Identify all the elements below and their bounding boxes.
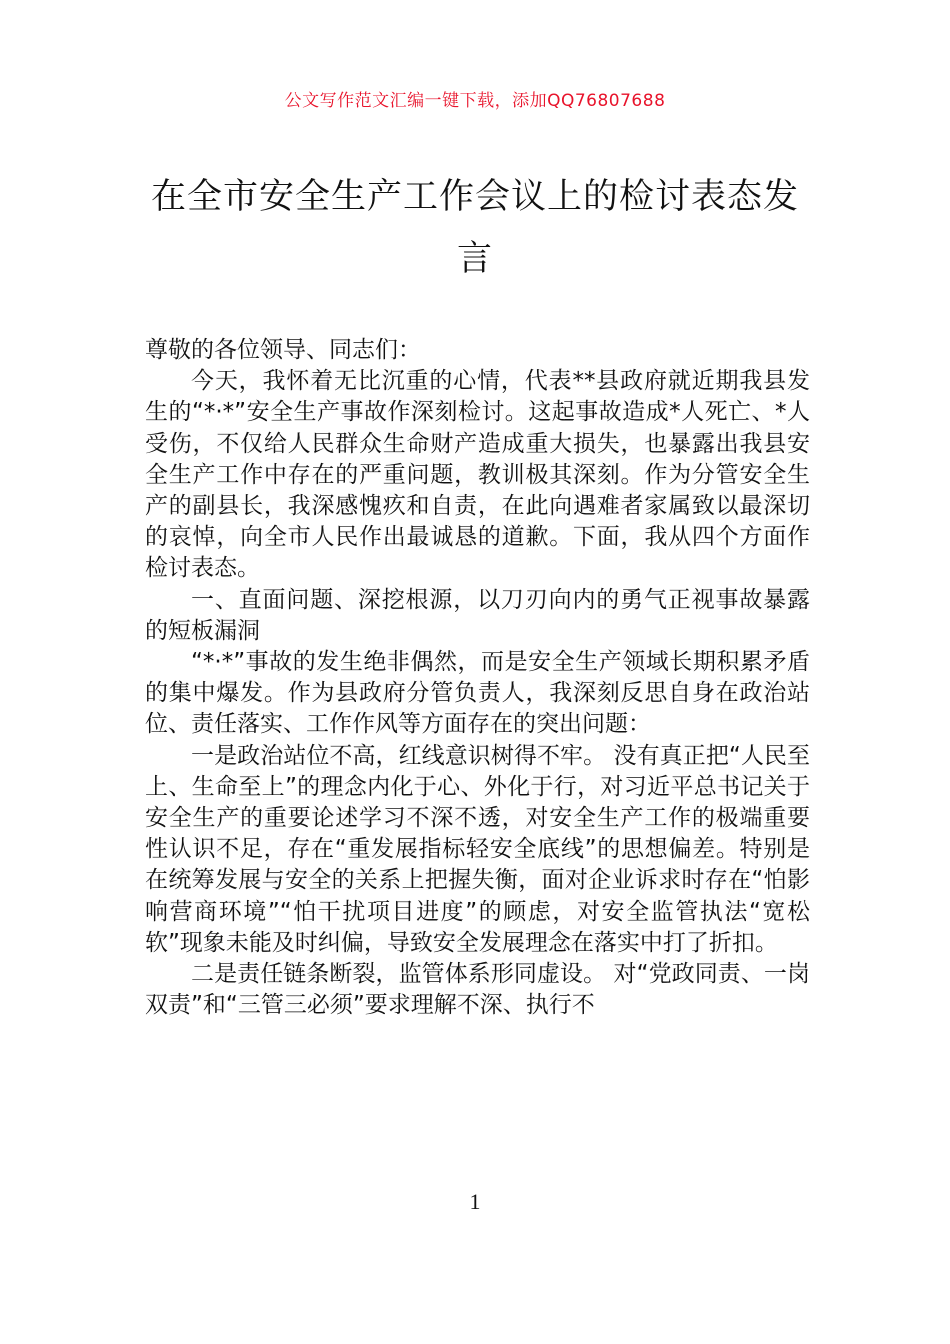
section-heading: 一、直面问题、深挖根源，以刀刃向内的勇气正视事故暴露的短板漏洞 <box>145 586 810 644</box>
document-body <box>145 335 810 1021</box>
paragraph: “*·*”事故的发生绝非偶然，而是安全生产领域长期积累矛盾的集中爆发。作为县政府分管负责人，我深刻反思自身在政治站位、责任落实、工作作风等方面存在的突出问题： <box>145 649 810 738</box>
page-number: 1 <box>469 1189 481 1214</box>
salutation: 尊敬的各位领导、同志们： <box>145 337 421 363</box>
document-title: 在全市安全生产工作会议上的检讨表态发言 <box>150 177 799 279</box>
paragraph: 二是责任链条断裂，监管体系形同虚设。 对“党政同责、一岗双责”和“三管三必须”要求理解不深、执行不 <box>145 961 810 1019</box>
paragraph: 今天，我怀着无比沉重的心情，代表**县政府就近期我县发生的“*·*”安全生产事故作深刻检讨。这起事故造成*人死亡、*人受伤，不仅给人民群众生命财产造成重大损失，也暴露出我县安全生产工作中存在的严重问题，教训极其深刻。作为分管安全生产的副县长，我深感愧疚和自责，在此向遇难者家属致以最深切的哀悼，向全市人民作出最诚恳的道歉。下面，我从四个方面作检讨表态。 <box>145 368 810 582</box>
paragraph: 一是政治站位不高，红线意识树得不牢。 没有真正把“人民至上、生命至上”的理念内化于心、外化于行，对习近平总书记关于安全生产的重要论述学习不深不透，对安全生产工作的极端重要性认识不足，存在“重发展指标轻安全底线”的思想偏差。特别是在统筹发展与安全的关系上把握失衡，面对企业诉求时存在“怕影响营商环境”“怕干扰项目进度”的顾虑，对安全监管执法“宽松软”现象未能及时纠偏，导致安全发展理念在落实中打了折扣。 <box>145 742 810 956</box>
promo-header: 公文写作范文汇编一键下载，添加QQ76807688 <box>284 91 666 111</box>
